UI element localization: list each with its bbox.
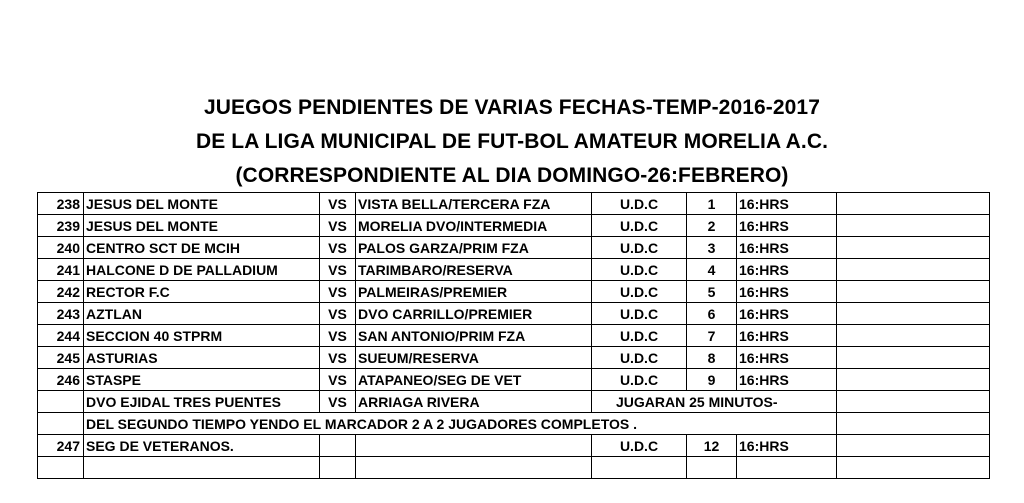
away-team: ARRIAGA RIVERA [356, 391, 592, 413]
empty-cell [837, 259, 990, 281]
match-number: 247 [38, 435, 84, 457]
empty-cell [38, 457, 84, 479]
vs-label: VS [320, 347, 356, 369]
empty-cell [38, 413, 84, 435]
venue: U.D.C [592, 215, 687, 237]
field-number: 9 [687, 369, 737, 391]
table-row [38, 281, 990, 303]
field-number: 4 [687, 259, 737, 281]
vs-label: VS [320, 259, 356, 281]
match-time: 16:HRS [737, 303, 837, 325]
empty-cell [592, 457, 687, 479]
special-match-row [38, 391, 990, 413]
match-number: 241 [38, 259, 84, 281]
table-row [38, 369, 990, 391]
vs-label: VS [320, 369, 356, 391]
match-time: 16:HRS [737, 347, 837, 369]
match-time: 16:HRS [737, 325, 837, 347]
special-note-row [38, 413, 990, 435]
empty-cell [837, 281, 990, 303]
empty-cell [320, 435, 356, 457]
venue: U.D.C [592, 193, 687, 215]
vs-label: VS [320, 281, 356, 303]
home-team: AZTLAN [84, 303, 320, 325]
home-team: SEG DE VETERANOS. [84, 435, 320, 457]
home-team: DVO EJIDAL TRES PUENTES [84, 391, 320, 413]
away-team: TARIMBARO/RESERVA [356, 259, 592, 281]
title-line-3: (CORRESPONDIENTE AL DIA DOMINGO-26:FEBRERO) [235, 164, 789, 187]
empty-cell [837, 303, 990, 325]
table-row [38, 259, 990, 281]
match-time: 16:HRS [737, 369, 837, 391]
match-number: 242 [38, 281, 84, 303]
empty-cell [687, 457, 737, 479]
empty-cell [837, 237, 990, 259]
vs-label: VS [320, 193, 356, 215]
away-team: PALMEIRAS/PREMIER [356, 281, 592, 303]
vs-label: VS [320, 325, 356, 347]
home-team: CENTRO SCT DE MCIH [84, 237, 320, 259]
schedule-table [37, 192, 990, 479]
empty-cell [837, 215, 990, 237]
match-time: 16:HRS [737, 281, 837, 303]
match-note-part-2: DEL SEGUNDO TIEMPO YENDO EL MARCADOR 2 A 2 JUGADORES COMPLETOS . [84, 413, 837, 435]
away-team: ATAPANEO/SEG DE VET [356, 369, 592, 391]
table-row [38, 325, 990, 347]
title-line-2: DE LA LIGA MUNICIPAL DE FUT-BOL AMATEUR MORELIA A.C. [195, 130, 829, 153]
empty-row [38, 457, 990, 479]
vs-label: VS [320, 391, 356, 413]
venue: U.D.C [592, 369, 687, 391]
match-number: 239 [38, 215, 84, 237]
home-team: HALCONE D DE PALLADIUM [84, 259, 320, 281]
home-team: JESUS DEL MONTE [84, 193, 320, 215]
empty-cell [837, 369, 990, 391]
match-note-part-1: JUGARAN 25 MINUTOS- [592, 391, 837, 413]
table-row [38, 193, 990, 215]
home-team: SECCION 40 STPRM [84, 325, 320, 347]
field-number: 6 [687, 303, 737, 325]
field-number: 1 [687, 193, 737, 215]
match-number: 240 [38, 237, 84, 259]
home-team: ASTURIAS [84, 347, 320, 369]
field-number: 2 [687, 215, 737, 237]
vs-label: VS [320, 303, 356, 325]
away-team: MORELIA DVO/INTERMEDIA [356, 215, 592, 237]
match-time: 16:HRS [737, 237, 837, 259]
away-team: DVO CARRILLO/PREMIER [356, 303, 592, 325]
away-team: VISTA BELLA/TERCERA FZA [356, 193, 592, 215]
match-time: 16:HRS [737, 215, 837, 237]
table-row [38, 303, 990, 325]
match-time: 16:HRS [737, 193, 837, 215]
venue: U.D.C [592, 237, 687, 259]
match-time: 16:HRS [737, 435, 837, 457]
empty-cell [837, 435, 990, 457]
empty-cell [320, 457, 356, 479]
table-row [38, 237, 990, 259]
venue: U.D.C [592, 259, 687, 281]
match-number: 243 [38, 303, 84, 325]
table-row [38, 435, 990, 457]
match-number: 246 [38, 369, 84, 391]
table-row [38, 215, 990, 237]
home-team: RECTOR F.C [84, 281, 320, 303]
field-number: 7 [687, 325, 737, 347]
away-team: SUEUM/RESERVA [356, 347, 592, 369]
empty-cell [837, 325, 990, 347]
match-number: 238 [38, 193, 84, 215]
field-number: 5 [687, 281, 737, 303]
match-number: 245 [38, 347, 84, 369]
field-number: 3 [687, 237, 737, 259]
venue: U.D.C [592, 347, 687, 369]
field-number: 8 [687, 347, 737, 369]
empty-cell [84, 457, 320, 479]
vs-label: VS [320, 237, 356, 259]
empty-cell [837, 391, 990, 413]
empty-cell [356, 457, 592, 479]
home-team: JESUS DEL MONTE [84, 215, 320, 237]
match-number: 244 [38, 325, 84, 347]
schedule-body [38, 193, 990, 479]
vs-label: VS [320, 215, 356, 237]
venue: U.D.C [592, 435, 687, 457]
title-line-1: JUEGOS PENDIENTES DE VARIAS FECHAS-TEMP-2016-2017 [203, 96, 820, 119]
match-time: 16:HRS [737, 259, 837, 281]
away-team: PALOS GARZA/PRIM FZA [356, 237, 592, 259]
empty-cell [737, 457, 837, 479]
empty-cell [837, 457, 990, 479]
empty-cell [356, 435, 592, 457]
empty-cell [38, 391, 84, 413]
table-row [38, 347, 990, 369]
away-team: SAN ANTONIO/PRIM FZA [356, 325, 592, 347]
venue: U.D.C [592, 325, 687, 347]
empty-cell [837, 413, 990, 435]
empty-cell [837, 193, 990, 215]
venue: U.D.C [592, 303, 687, 325]
empty-cell [837, 347, 990, 369]
home-team: STASPE [84, 369, 320, 391]
field-number: 12 [687, 435, 737, 457]
venue: U.D.C [592, 281, 687, 303]
